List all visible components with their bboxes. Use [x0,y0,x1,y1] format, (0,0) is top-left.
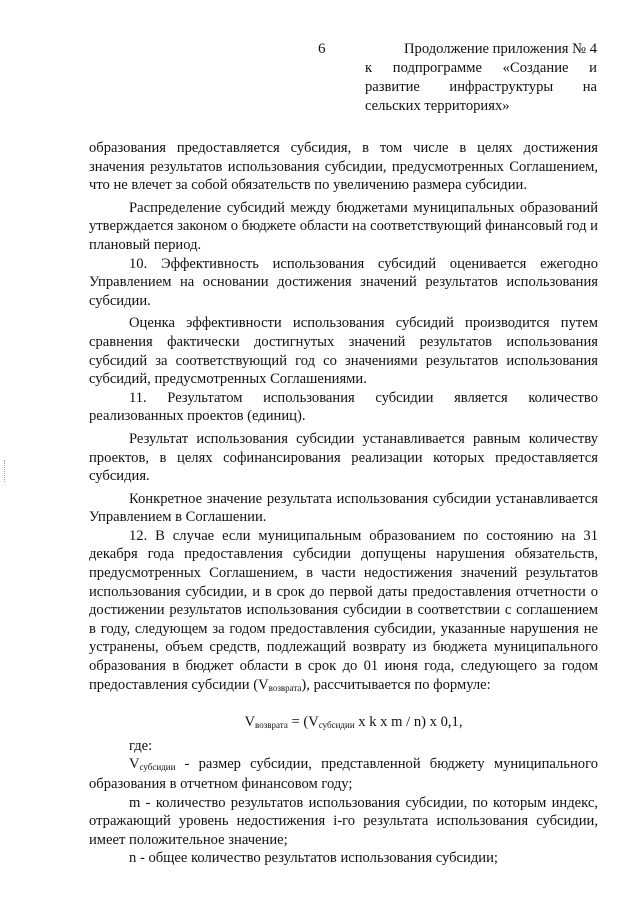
paragraph-text: ), рассчитывается по формуле: [301,676,491,693]
header-line: развитие инфраструктуры на [365,79,597,95]
paragraph [89,527,598,695]
header-line: к подпрограмме «Создание и [365,60,597,76]
page-number: 6 [318,41,326,57]
document-body [89,139,598,868]
formula-v: V [244,714,256,731]
subscript: субсидии [318,720,355,731]
paragraph: 10. Эффективность использования субсидий оценивается ежегодно Управлением на основании достижения значений результатов использования субсидии. [89,255,598,309]
definition-symbol: V [129,756,140,773]
subscript: субсидии [139,762,176,773]
paragraph: образования предоставляется субсидия, в том числе в целях достижения значения результатов использования субсидии, предусмотренных Соглашением, что не влечет за собой обязательств по увеличению размера субсидии. [89,140,598,194]
formula-rest: x k x m / n) x 0,1, [354,714,463,731]
paragraph: 11. Результатом использования субсидии является количество реализованных проектов (единиц). [89,389,598,425]
margin-mark [4,460,7,482]
header-line: Продолжение приложения № 4 [404,41,597,57]
paragraph-text: 12. В случае если муниципальным образованием по состоянию на 31 декабря года предоставления субсидии допущены нарушения обязательств, предусмотренных Соглашением, в части недостижения значений результатов использования субсидии, и в срок до первой даты предоставления отчетности о достижении результатов использования субсидии в соответствии с соглашением в году, следующем за годом предоставления субсидии, указанные нарушения не устранены, объем средств, подлежащий возврату из бюджета муниципального образования в бюджет области в срок до 01 июня года, следующего за годом предоставления субсидии (V [89,527,598,693]
header-line: сельских территориях» [365,98,510,114]
paragraph: Конкретное значение результата использования субсидии устанавливается Управлением в Соглашении. [89,490,598,526]
subscript: возврата [255,720,288,731]
definition: n - общее количество результатов использования субсидии; [129,850,498,867]
definition [89,755,598,793]
paragraph: Результат использования субсидии устанавливается равным количеству проектов, в целях софинансирования реализации которых предоставляется субсидия. [89,430,598,485]
where-label: где: [129,737,153,754]
paragraph: Оценка эффективности использования субсидий производится путем сравнения фактически достигнутых значений результатов использования субсидий за соответствующий год со значениями результатов использования субсидий, предусмотренных Соглашениями. [89,315,598,388]
definition-text: - размер субсидии, представленной бюджету муниципального образования в отчетном финансовом году; [89,756,598,792]
formula-eq: = (V [287,714,319,731]
definition: m - количество результатов использования субсидии, по которым индекс, отражающий уровень недостижения i-го результата использования субсидии, имеет положительное значение; [89,794,598,848]
subscript: возврата [268,682,302,693]
appendix-header [365,40,597,116]
formula [89,713,598,733]
paragraph: Распределение субсидий между бюджетами муниципальных образований утверждается законом о бюджете области на соответствующий финансовый год и плановый период. [89,199,598,253]
